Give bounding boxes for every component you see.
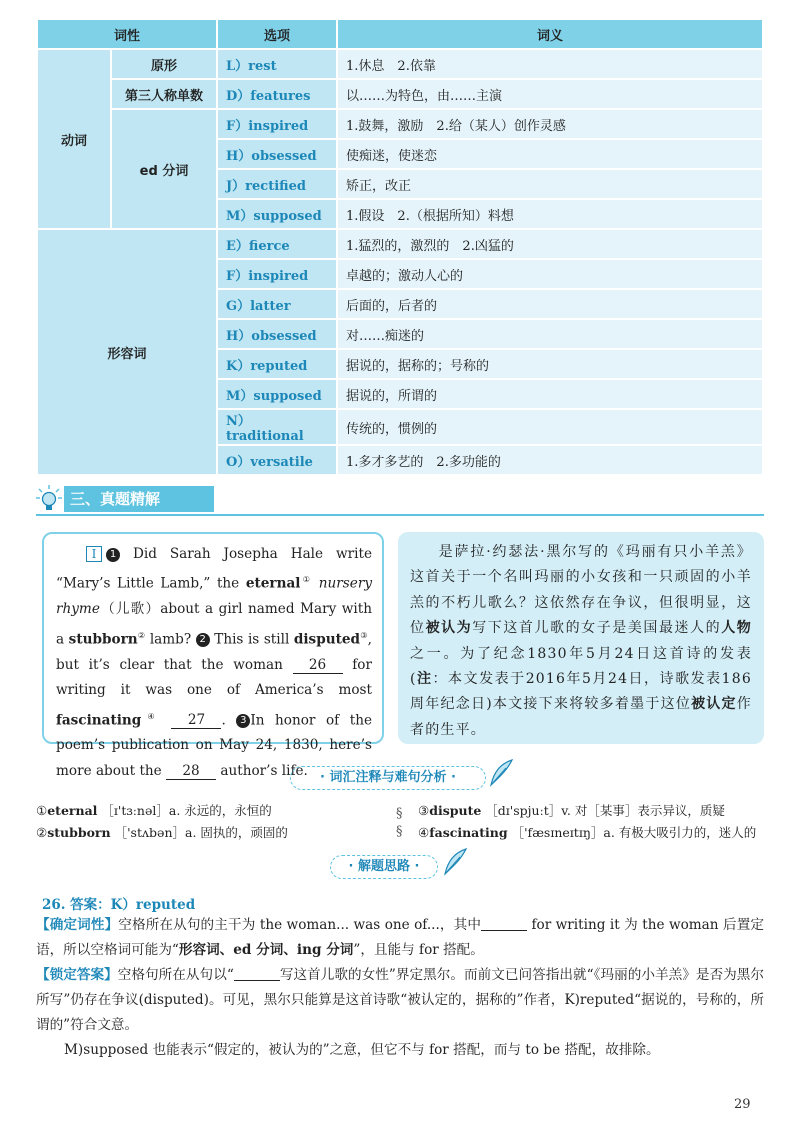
blank-28: 28 (166, 763, 216, 780)
separator-mark: § § (396, 806, 403, 839)
meaning-cell: 对……痴迷的 (338, 320, 762, 348)
header-meaning: 词义 (338, 20, 762, 48)
sentence-number: 2 (196, 633, 210, 647)
header-option: 选项 (218, 20, 336, 48)
vocab-entry: ④fascinating ［'fæsɪneɪtɪŋ］a. 有极大吸引力的，迷人的 (418, 825, 757, 840)
passage-text: for writing it was one of America’s most (56, 656, 372, 699)
header-pos: 词性 (38, 20, 216, 48)
sub-cell: 原形 (112, 50, 216, 78)
footnote-mark: ② (137, 630, 146, 640)
meaning-cell: 以……为特色，由……主演 (338, 80, 762, 108)
answer-paragraph: 【确定词性】空格所在从句的主干为 the woman... was one of...，其中 for writing it 为 the woman 后置定语，所以空格词可能为“形容词、ed 分词、ing 分词”，且能与 for 搭配。 (36, 917, 765, 958)
english-passage (42, 532, 384, 779)
footnote-mark: ③ (360, 630, 368, 640)
sentence-number: 1 (106, 548, 120, 562)
meaning-cell: 后面的，后者的 (338, 290, 762, 318)
vocab-entry: ③dispute ［dɪ'spjuːt］v. 对［某事］表示异议，质疑 (418, 803, 725, 818)
table-row (38, 80, 762, 108)
passage-text: This is still (209, 631, 294, 648)
meaning-cell: 据说的，据称的；号称的 (338, 350, 762, 378)
translation-text: 作者的生平。 (410, 696, 752, 738)
vocab-table (36, 18, 764, 476)
translation-keyword: 被认为 (425, 620, 473, 637)
section-header (36, 484, 764, 516)
option-cell: M）supposed (218, 200, 336, 228)
footnote-mark: ④ (141, 711, 161, 721)
option-cell: E）fierce (218, 230, 336, 258)
answer-paragraph: 【锁定答案】空格句所在从句以“ 写这首儿歌的女性”界定黑尔。而前文已问答指出就“《玛丽的小羊羔》是否为黑尔所写”仍存在争议(disputed)。可见，黑尔只能算是这首诗歌“被认定的，据称的”作者，K)reputed“据说的，号称的，所谓的”符合文意。 (36, 967, 764, 1033)
passage-text: lamb? (145, 631, 196, 648)
option-cell: F）inspired (218, 110, 336, 138)
option-cell: O）versatile (218, 446, 336, 474)
sub-cell: ed 分词 (112, 110, 216, 228)
blank-26: 26 (293, 657, 343, 674)
keyword: eternal (245, 575, 301, 592)
quill-icon (440, 847, 470, 877)
sub-cell: 第三人称单数 (112, 80, 216, 108)
ideas-banner: · 解题思路 · (330, 855, 438, 879)
passage-text: Did Sarah Josepha Hale write “Mary’s Little Lamb,” the (56, 546, 372, 592)
passage-marker: Ⅰ (86, 546, 102, 562)
meaning-cell: 1.猛烈的，激烈的 2.凶猛的 (338, 230, 762, 258)
sentence-number: 3 (236, 714, 250, 728)
passage-text: author’s life. (216, 762, 308, 779)
quill-icon (486, 758, 516, 788)
lightbulb-icon (36, 484, 62, 514)
translation-text: 写下这首儿歌的女子是美国最迷人的 (472, 620, 722, 637)
option-cell: L）rest (218, 50, 336, 78)
pos-cell: 动词 (38, 50, 110, 228)
keyword: stubborn (68, 631, 138, 648)
chinese-translation (398, 532, 764, 744)
passage-text: nursery rhyme (56, 575, 373, 618)
translation-keyword: 被认定 (691, 696, 737, 713)
translation-text: 是萨拉·约瑟法·黑尔写的《玛丽有只小羊羔》这首关于一个名叫玛丽的小女孩和一只顽固的小羊羔的不朽儿歌么？这依然存在争议，但很明显，这位 (410, 544, 752, 637)
meaning-cell: 矫正，改正 (338, 170, 762, 198)
translation-keyword: 注 (416, 671, 433, 688)
translation-text: ：本文发表于2016年5月24日，诗歌发表186周年纪念日)本文接下来将较多着墨于这位 (410, 671, 752, 713)
blank-27: 27 (171, 712, 221, 729)
option-cell: H）obsessed (218, 140, 336, 168)
paragraph-tag: 【确定词性】 (36, 917, 119, 933)
meaning-cell: 1.休息 2.依靠 (338, 50, 762, 78)
option-cell: D）features (218, 80, 336, 108)
option-cell: N）traditional (218, 410, 336, 444)
meaning-cell: 传统的，惯例的 (338, 410, 762, 444)
table-row (38, 230, 762, 258)
page-number: 29 (734, 1097, 751, 1112)
meaning-cell: 1.假设 2.（根据所知）料想 (338, 200, 762, 228)
meaning-cell: 使痴迷，使迷恋 (338, 140, 762, 168)
answer-title: 26. 答案：K）reputed (42, 897, 196, 913)
passage-text: In honor of the poem’s publication on May 24, 1830, here’s more about the (56, 712, 372, 779)
footnote-mark: ① (300, 575, 313, 585)
passage-text: . (221, 712, 237, 729)
vocab-entry: ②stubborn ［'stʌbən］a. 固执的，顽固的 (36, 825, 288, 840)
option-cell: F）inspired (218, 260, 336, 288)
table-row (38, 50, 762, 78)
keyword: fascinating (56, 712, 142, 729)
meaning-cell: 卓越的；激动人心的 (338, 260, 762, 288)
translation-keyword: 人物 (721, 620, 752, 637)
section-title: 三、真题精解 (64, 486, 214, 512)
option-cell: G）latter (218, 290, 336, 318)
inline-blank (481, 917, 527, 931)
meaning-cell: 1.鼓舞，激励 2.给（某人）创作灵感 (338, 110, 762, 138)
vocab-banner: · 词汇注释与难句分析 · (290, 766, 486, 790)
inline-blank (234, 967, 280, 981)
option-cell: M）supposed (218, 380, 336, 408)
table-row (38, 110, 762, 138)
pos-cell: 形容词 (38, 230, 216, 474)
table-header (38, 20, 762, 48)
keyword: disputed (293, 631, 361, 648)
option-cell: H）obsessed (218, 320, 336, 348)
passage-text: （儿歌）about a girl named Mary with a (56, 601, 372, 648)
option-cell: K）reputed (218, 350, 336, 378)
answer-paragraph: M)supposed 也能表示“假定的，被认为的”之意，但它不与 for 搭配，而与 to be 搭配，故排除。 (64, 1042, 660, 1058)
passage-text: , but it’s clear that the woman (56, 631, 372, 673)
vocab-entry: ①eternal ［ɪ'tɜːnəl］a. 永远的，永恒的 (36, 803, 272, 818)
meaning-cell: 据说的，所谓的 (338, 380, 762, 408)
translation-text: 之一。为了纪念1830年5月24日这首诗的发表( (410, 645, 752, 688)
option-cell: J）rectified (218, 170, 336, 198)
paragraph-tag: 【锁定答案】 (36, 967, 118, 983)
meaning-cell: 1.多才多艺的 2.多功能的 (338, 446, 762, 474)
